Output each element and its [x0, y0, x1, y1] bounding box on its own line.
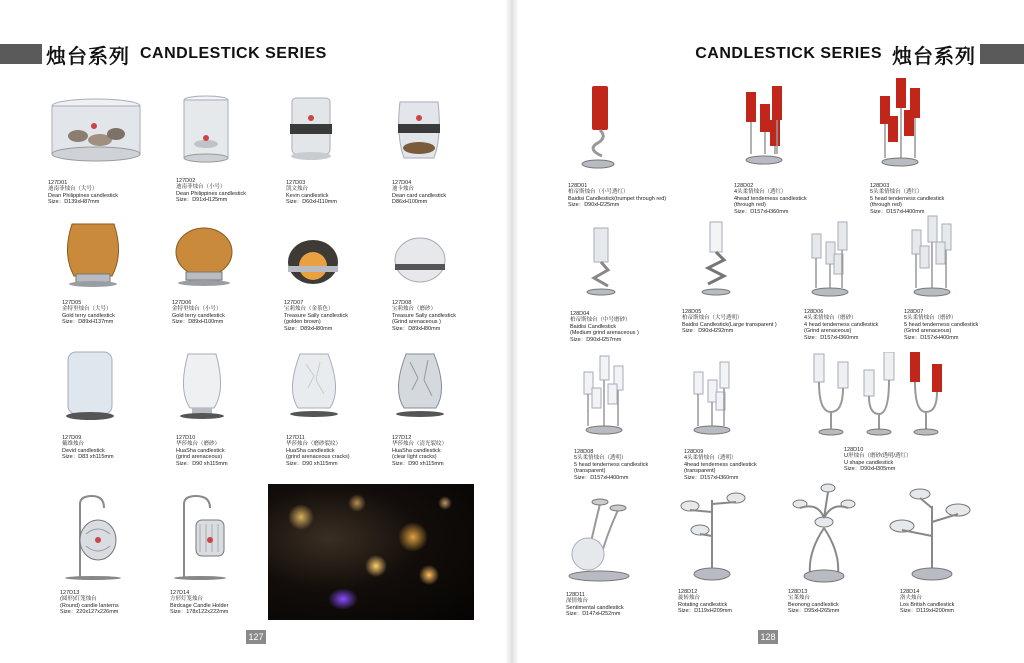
product-code: 128D08: [574, 449, 594, 455]
product-128d07: [904, 214, 978, 341]
product-photo: [734, 84, 790, 170]
product-name-cn: 深情烛台: [566, 598, 589, 605]
product-size: Size：D157xH360mm: [804, 334, 859, 341]
product-photo: [574, 354, 634, 436]
product-size: Size：D157xH400mm: [870, 208, 925, 215]
product-128d09: [684, 360, 757, 481]
product-photo: [682, 220, 748, 298]
product-127d11: [286, 350, 350, 467]
product-size: Size：D157xH360mm: [684, 474, 739, 481]
product-size: Size：D60xH110mm: [286, 199, 337, 206]
product-name-en: Birdcage Candle Holder: [170, 602, 229, 609]
product-size: Size：D119xH209mm: [678, 608, 733, 615]
product-127d09: [62, 350, 118, 461]
product-name-en: 5 head tenderness candlestick: [574, 461, 649, 468]
product-128d03: [870, 76, 944, 215]
product-name-en: Dean card candlestick: [392, 192, 447, 199]
product-name-en: Los British candlestick: [900, 601, 955, 608]
product-code: 128D13: [788, 589, 808, 595]
product-code: 127D04: [392, 180, 412, 186]
product-127d03: [286, 96, 337, 206]
product-size: Size：D89xH80mm: [392, 325, 441, 332]
product-photo: [566, 496, 632, 584]
product-128d11: [566, 496, 632, 618]
product-photo: [570, 226, 630, 298]
product-name-cn: 方形灯笼烛台: [170, 596, 204, 603]
product-photo: [286, 350, 342, 422]
product-photo: [888, 486, 976, 584]
product-name-en: 4 head tenderness candlestick: [804, 321, 879, 328]
product-name-cn: 洛夫烛台: [900, 595, 923, 602]
product-name-en: HuaSha candlestick: [392, 447, 441, 454]
product-photo: [568, 84, 628, 170]
product-name-en: 4head tenderness candlestick: [684, 461, 757, 468]
product-name-en2: (grind arenaceous): [176, 454, 223, 461]
product-size: D86xH100mm: [392, 199, 428, 206]
product-name-en2: (through red): [734, 202, 766, 209]
product-128d01: [568, 84, 666, 209]
product-127d08: [392, 236, 456, 332]
product-name-en2: (transparent): [574, 468, 606, 475]
product-name-en2: (transparent): [684, 468, 716, 475]
product-size: Size：D90 xh115mm: [286, 460, 338, 467]
product-code: 128D10: [844, 447, 864, 453]
product-127d14: [170, 494, 236, 616]
product-128d10: [808, 352, 956, 473]
product-name-cn: 5头柔情烛台（透明）: [574, 455, 627, 462]
product-photo: [684, 360, 744, 436]
product-name-en: U shape candlestick: [844, 459, 894, 466]
header-title-en: CANDLESTICK SERIES: [695, 45, 882, 62]
product-name-en: Baidisi Candlestick(Large transparent ): [682, 321, 777, 328]
product-size: Size：220x127x226mm: [60, 609, 119, 616]
product-name-cn: 宝莉烛台（磨砂）: [392, 306, 437, 313]
product-code: 127D09: [62, 435, 82, 441]
product-code: 128D09: [684, 449, 704, 455]
product-name-cn: 华莎烛台（磨砂）: [176, 441, 221, 448]
product-name-en: Gold terry candlestick: [62, 312, 115, 319]
product-name-cn: 宝莱烛台: [788, 595, 811, 602]
product-code: 128D02: [734, 183, 754, 189]
product-photo: [170, 494, 236, 580]
product-name-en: 4head tenderness candlestick: [734, 195, 807, 202]
product-name-cn: U形烛台（磨砂/透明/透红）: [844, 453, 912, 460]
product-name-en2: (Grind arenaceous ): [392, 319, 441, 326]
product-name-cn: 金特里烛台（小号）: [172, 306, 222, 313]
product-code: 127D08: [392, 300, 412, 306]
product-code: 128D05: [682, 309, 702, 315]
product-code: 128D11: [566, 592, 585, 598]
product-code: 127D06: [172, 300, 192, 306]
product-name-en: HuaSha candlestick: [176, 447, 225, 454]
product-photo: [284, 236, 342, 288]
page-header-right: [512, 40, 1024, 68]
product-name-en2: (golden brown): [284, 319, 321, 326]
product-code: 127D10: [176, 435, 196, 441]
product-code: 128D06: [804, 309, 824, 315]
product-photo: [172, 226, 236, 288]
product-127d10: [176, 350, 228, 467]
product-code: 128D12: [678, 589, 698, 595]
product-name-cn: 凯文烛台: [286, 186, 309, 193]
product-photo: [904, 214, 960, 298]
product-code: 127D12: [392, 435, 412, 441]
product-name-en2: (Medium grind arenaceous ): [570, 330, 639, 337]
product-name-en: 5 head tenderness candlestick: [870, 195, 945, 202]
product-size: Size：D89xH80mm: [284, 325, 333, 332]
product-size: Size：D157xH400mm: [574, 474, 629, 481]
product-photo: [176, 94, 236, 166]
product-name-en2: (grind arenaceous cracks): [286, 454, 350, 461]
product-code: 127D03: [286, 180, 306, 186]
product-name-en: Kevin candlestick: [286, 192, 329, 199]
product-127d02: [176, 94, 246, 204]
product-name-cn: 柏帝斯烛台（小号透红）: [568, 189, 629, 196]
product-name-en: Treasure Sally candlestick: [392, 312, 456, 319]
product-name-en: HuaSha candlestick: [286, 447, 335, 454]
product-size: Size：D89xH137mm: [62, 319, 114, 326]
product-code: 127D07: [284, 300, 304, 306]
product-code: 128D01: [568, 183, 588, 189]
product-photo: [788, 482, 860, 584]
product-127d01: [48, 96, 144, 206]
product-name-cn: 5头柔情烛台（磨砂）: [904, 315, 957, 322]
product-size: Size：D90xH225mm: [568, 202, 620, 209]
product-size: Size：D90 xh115mm: [392, 460, 444, 467]
product-name-cn: 华莎烛台（清光裂纹）: [392, 441, 448, 448]
product-name-en: Rotating candlestick: [678, 601, 728, 608]
book-gutter: [505, 0, 519, 663]
product-name-en: Devid candlestick: [62, 447, 105, 454]
product-photo: [286, 96, 336, 166]
product-128d04: [570, 226, 639, 343]
product-name-cn: 金特里烛台（大号）: [62, 306, 112, 313]
product-code: 127D13: [60, 590, 80, 596]
product-size: Size：D90 xh115mm: [176, 460, 228, 467]
product-size: Size：D157xH360mm: [734, 208, 789, 215]
product-size: Size：D83 xh115mm: [62, 454, 114, 461]
product-name-cn: 柏帝斯烛台（中号磨砂）: [570, 317, 631, 324]
product-name-en: (Round) candle lanterns: [60, 602, 119, 609]
product-code: 127D11: [286, 435, 305, 441]
product-photo: [392, 350, 448, 422]
product-photo: [62, 220, 124, 288]
product-name-en2: (Grind arenaceous): [904, 328, 952, 335]
product-name-en: Sentimental candlestick: [566, 604, 624, 611]
product-name-cn: (圆形)灯笼烛台: [60, 596, 97, 603]
product-name-cn: 4头柔情烛台（透明）: [684, 455, 737, 462]
product-size: Size：D157xH400mm: [904, 334, 959, 341]
product-size: Size：D95xH265mm: [788, 608, 840, 615]
product-name-en: Baidisi Candlestick: [570, 323, 617, 330]
product-photo: [804, 220, 860, 298]
product-name-en2: (clear light cracks): [392, 454, 437, 461]
product-name-en: Dean Philippines candlestick: [48, 192, 119, 199]
product-name-cn: 迪南菲烛台（大号）: [48, 186, 98, 193]
product-127d05: [62, 220, 124, 326]
product-127d06: [172, 226, 236, 326]
product-128d02: [734, 84, 807, 215]
product-code: 127D02: [176, 178, 196, 184]
header-title-en: CANDLESTICK SERIES: [140, 45, 327, 62]
product-name-cn: 迪卡烛台: [392, 186, 415, 193]
page-number-right: 128: [758, 630, 778, 644]
product-name-cn: 5头柔情烛台（透红）: [870, 189, 923, 196]
product-name-cn: 宝莉烛台（金茶色）: [284, 306, 334, 313]
product-size: Size：D147xH252mm: [566, 611, 621, 618]
product-name-en: 5 head tenderness candlestick: [904, 321, 979, 328]
product-name-en: Gold terry candlestick: [172, 312, 225, 319]
product-code: 128D03: [870, 183, 890, 189]
product-128d08: [574, 354, 648, 481]
product-127d12: [392, 350, 448, 467]
header-title-cn: 烛台系列: [892, 43, 976, 68]
product-size: Size：D139xH87mm: [48, 199, 100, 206]
header-title-cn: 烛台系列: [46, 43, 130, 68]
product-size: Size：D90xH257mm: [570, 336, 622, 343]
product-photo: [62, 350, 118, 422]
product-name-en: Beonong candlestick: [788, 601, 839, 608]
product-size: Size：D90xH305mm: [844, 466, 896, 473]
product-size: Size：D89xH100mm: [172, 319, 224, 326]
page-number-left: 127: [246, 630, 266, 644]
product-photo: [176, 350, 228, 422]
page-header-left: [0, 40, 512, 68]
product-name-en2: (Grind arenaceous): [804, 328, 852, 335]
product-name-en2: (through red): [870, 202, 902, 209]
product-128d05: [682, 220, 777, 335]
product-128d12: [678, 490, 750, 615]
product-128d14: [888, 486, 976, 615]
product-size: Size：D119xH200mm: [900, 608, 955, 615]
product-name-en: Dean Philippines candlestick: [176, 190, 247, 197]
product-photo: [808, 352, 956, 436]
product-size: Size：D90xH292mm: [682, 328, 734, 335]
product-size: Size：178x122x222mm: [170, 609, 229, 616]
product-photo: [48, 96, 144, 166]
header-bar: [980, 44, 1024, 64]
product-127d07: [284, 236, 348, 332]
product-128d06: [804, 220, 878, 341]
product-name-cn: 华莎烛台（磨砂裂纹）: [286, 441, 342, 448]
header-bar: [0, 44, 42, 64]
product-photo: [60, 494, 126, 580]
product-128d13: [788, 482, 860, 615]
product-name-en: Baidisi Candlestick(trumpet through red): [568, 195, 667, 202]
product-code: 128D07: [904, 309, 924, 315]
product-name-cn: 戴维烛台: [62, 441, 85, 448]
product-127d04: [392, 96, 446, 206]
product-code: 127D05: [62, 300, 82, 306]
product-name-cn: 4头柔情烛台（磨砂）: [804, 315, 857, 322]
product-photo: [392, 236, 448, 288]
product-127d13: [60, 494, 126, 616]
product-name-en: Treasure Sally candlestick: [284, 312, 348, 319]
product-photo: [678, 490, 750, 584]
product-code: 128D04: [570, 311, 590, 317]
product-name-cn: 柏帝斯烛台（大号透明）: [682, 315, 743, 322]
product-name-cn: 旋转烛台: [678, 595, 701, 602]
product-photo: [392, 96, 446, 166]
product-code: 127D01: [48, 180, 68, 186]
product-code: 128D14: [900, 589, 920, 595]
product-photo: [870, 76, 930, 170]
ambient-candle-photo: [268, 484, 474, 620]
product-code: 127D14: [170, 590, 190, 596]
product-name-cn: 迪南菲烛台（小号）: [176, 184, 226, 191]
product-size: Size：D91xH125mm: [176, 197, 228, 204]
product-name-cn: 4头柔情烛台（透红）: [734, 189, 787, 196]
